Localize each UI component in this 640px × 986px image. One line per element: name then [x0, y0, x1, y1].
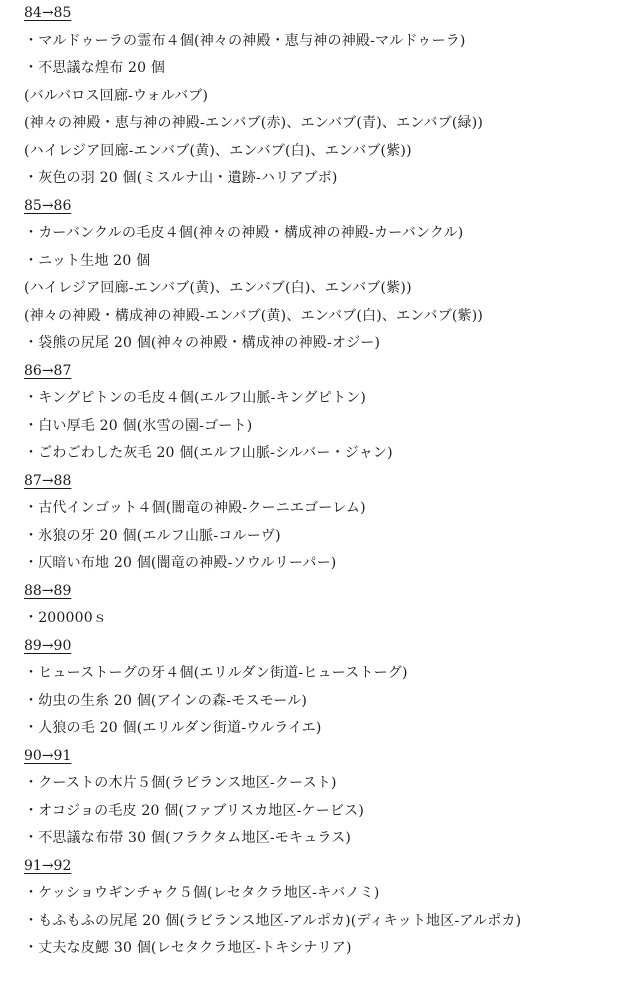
list-item: ・マルドゥーラの霊布４個(神々の神殿・恵与神の神殿-マルドゥーラ) [24, 32, 466, 49]
list-item: ・ケッショウギンチャク５個(レセタクラ地区-キバノミ) [24, 885, 380, 901]
list-item: ・キングピトンの毛皮４個(エルフ山脈-キングピトン) [24, 390, 367, 406]
list-item: ・古代インゴット４個(闇竜の神殿-クーニエゴーレム) [24, 500, 366, 516]
list-item: ・カーバンクルの毛皮４個(神々の神殿・構成神の神殿-カーバンクル) [24, 225, 464, 241]
level-heading: 84→85 [24, 5, 72, 21]
list-item: ・袋熊の尻尾 20 個(神々の神殿・構成神の神殿-オジー) [24, 335, 381, 351]
level-heading: 86→87 [24, 362, 72, 379]
list-item: ・オコジョの毛皮 20 個(ファブリスカ地区-ケービス) [24, 802, 365, 819]
level-heading: 89→90 [24, 637, 72, 654]
list-item: ・クーストの木片５個(ラビランス地区-クースト) [24, 775, 337, 791]
list-item: ・ごわごわした灰毛 20 個(エルフ山脈-シルバー・ジャン) [24, 445, 393, 461]
list-item: ・ヒューストーグの牙４個(エリルダン街道-ヒューストーグ) [24, 665, 408, 681]
list-item: (バルバロス回廊-ウォルバブ) [24, 87, 209, 104]
list-item: (ハイレジア回廊-エンバブ(黄)、エンバブ(白)、エンバブ(紫)) [24, 142, 412, 159]
list-item: ・丈夫な皮鰓 30 個(レセタクラ地区-トキシナリア) [24, 940, 352, 956]
list-item: ・白い厚毛 20 個(氷雪の園-ゴート) [24, 417, 253, 434]
list-item: ・氷狼の牙 20 個(エルフ山脈-コルーヴ) [24, 527, 281, 544]
list-item: (神々の神殿・構成神の神殿-エンバブ(黄)、エンバブ(白)、エンバブ(紫)) [24, 307, 484, 324]
list-item: ・もふもふの尻尾 20 個(ラビランス地区-アルポカ)(ディキット地区-アルポカ) [24, 912, 522, 929]
list-item: (ハイレジア回廊-エンバブ(黄)、エンバブ(白)、エンバブ(紫)) [24, 280, 412, 296]
list-item: ・200000ｓ [24, 610, 108, 626]
level-heading: 88→89 [24, 582, 72, 599]
level-heading: 90→91 [24, 747, 72, 764]
list-item: ・人狼の毛 20 個(エリルダン街道-ウルライエ) [24, 720, 322, 736]
list-item: ・幼虫の生糸 20 個(アインの森-モスモール) [24, 692, 308, 709]
level-heading: 91→92 [24, 857, 72, 874]
list-item: ・不思議な煌布 20 個 [24, 60, 166, 76]
list-item: ・灰色の羽 20 個(ミスルナ山・遺跡-ハリアブボ) [24, 170, 338, 186]
level-heading: 85→86 [24, 197, 72, 214]
level-heading: 87→88 [24, 472, 72, 489]
list-item: (神々の神殿・恵与神の神殿-エンバブ(赤)、エンバブ(青)、エンバブ(緑)) [24, 115, 484, 131]
list-item: ・ニット生地 20 個 [24, 252, 151, 269]
list-item: ・不思議な布帯 30 個(フラクタム地区-モキュラス) [24, 830, 352, 846]
list-item: ・仄暗い布地 20 個(闇竜の神殿-ソウルリーパー) [24, 555, 337, 571]
